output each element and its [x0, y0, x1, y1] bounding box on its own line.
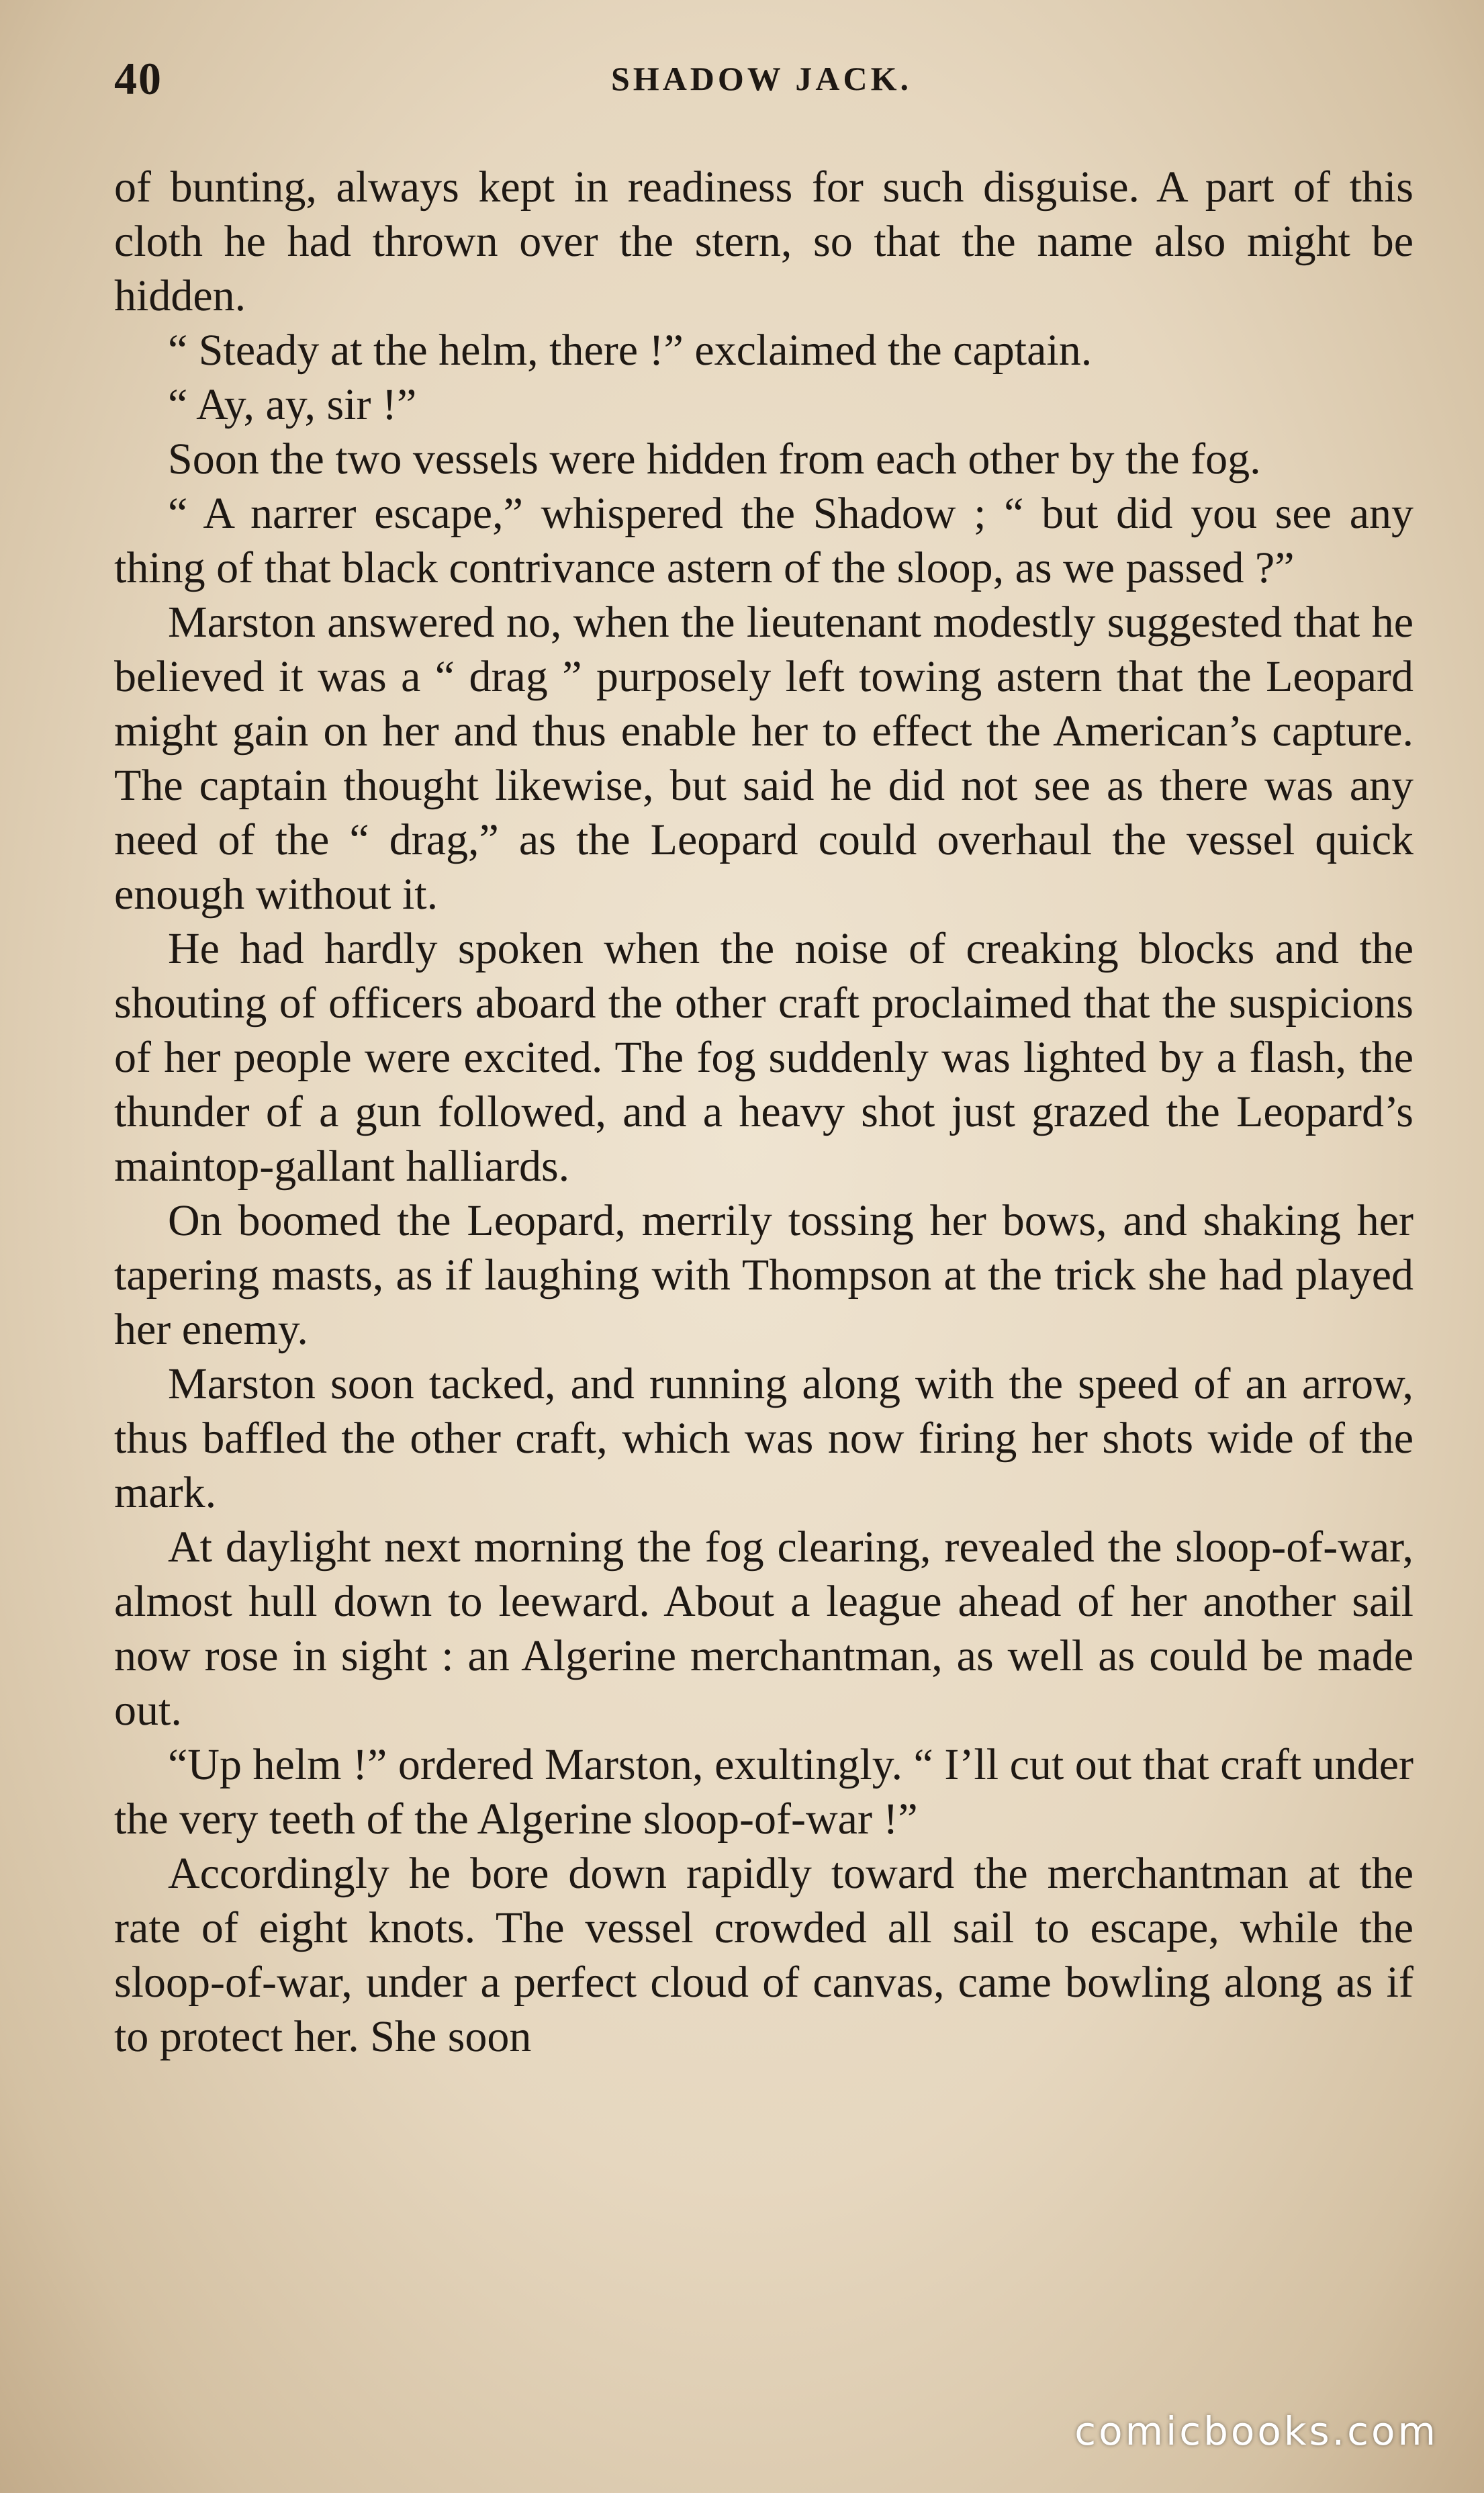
- paragraph: “ Ay, ay, sir !”: [168, 380, 417, 429]
- body-text: [114, 160, 1413, 2064]
- paragraph: “Up helm !” ordered Marston, exultingly. “ I’ll cut out that craft under the very teeth of the Algerine sloop-of-war !”: [114, 1740, 1413, 1844]
- paragraph: At daylight next morning the fog clearing, revealed the sloop-of-war, almost hull down to leeward. About a league ahead of her another sail now rose in sight : an Algerine merchantman, as well as could be made out.: [114, 1523, 1413, 1735]
- paragraph: On boomed the Leopard, merrily tossing her bows, and shaking her tapering masts, as if laughing with Thompson at the trick she had played her enemy.: [114, 1196, 1413, 1354]
- page-header: [114, 52, 1410, 106]
- paragraph: “ A narrer escape,” whispered the Shadow ; “ but did you see any thing of that black contrivance astern of the sloop, as we passed ?”: [114, 489, 1413, 592]
- page-number: 40: [114, 53, 163, 104]
- paragraph: Marston soon tacked, and running along with the speed of an arrow, thus baffled the other craft, which was now firing her shots wide of the mark.: [114, 1359, 1413, 1517]
- paragraph: of bunting, always kept in readiness for such disguise. A part of this cloth he had thrown over the stern, so that the name also might be hidden.: [114, 163, 1413, 320]
- paragraph: “ Steady at the helm, there !” exclaimed the captain.: [168, 326, 1093, 375]
- paragraph: Accordingly he bore down rapidly toward the merchantman at the rate of eight knots. The vessel crowded all sail to escape, while the sloop-of-war, under a perfect cloud of canvas, came bowling along as if to protect her. She soon: [114, 1849, 1413, 2061]
- paragraph: He had hardly spoken when the noise of creaking blocks and the shouting of officers aboard the other craft proclaimed that the suspicions of her people were excited. The fog suddenly was lighted by a flash, the thunder of a gun followed, and a heavy shot just grazed the Leopard’s maintop-gallant halliards.: [114, 924, 1413, 1191]
- paragraph: Soon the two vessels were hidden from each other by the fog.: [168, 435, 1261, 484]
- watermark-text: comicbooks.com: [1074, 2408, 1438, 2454]
- paragraph: Marston answered no, when the lieutenant modestly suggested that he believed it was a “ drag ” purposely left towing astern that the Leopard might gain on her and thus enable her to effect the American’s capture. The captain thought likewise, but said he did not see as there was any need of the “ drag,” as the Leopard could overhaul the vessel quick enough without it.: [114, 598, 1413, 919]
- running-head: SHADOW JACK.: [611, 60, 913, 97]
